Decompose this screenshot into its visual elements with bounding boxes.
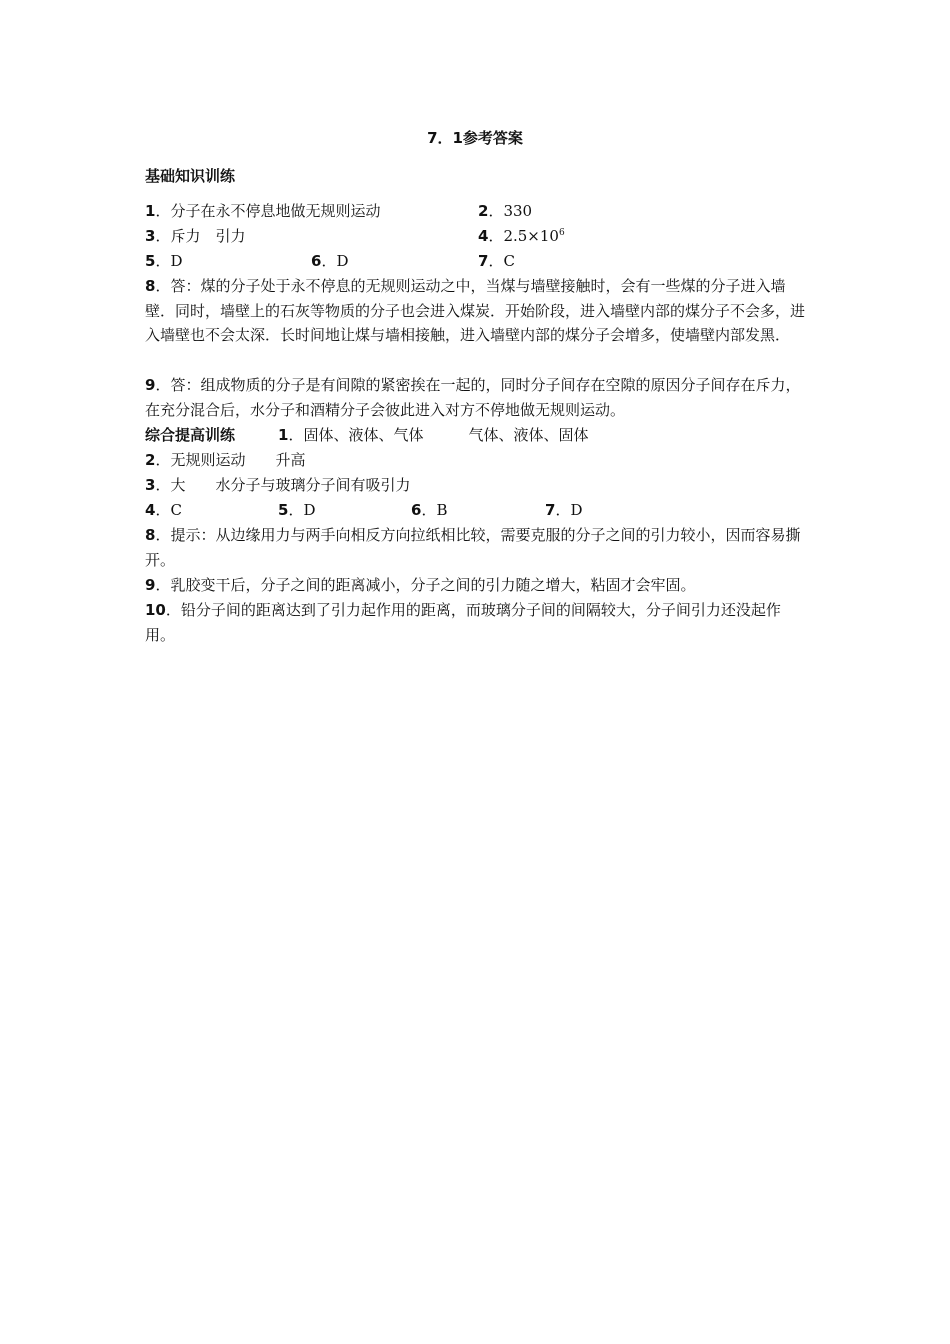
answer-item: 2．330 [478, 202, 533, 220]
answer-item: 7．C [478, 252, 515, 270]
answer-row [145, 249, 810, 274]
answer-row [145, 498, 810, 523]
answer-paragraph: 8．答：煤的分子处于永不停息的无规则运动之中，当煤与墙壁接触时，会有一些煤的分子进入墙壁．同时，墙壁上的石灰等物质的分子也会进入煤炭．开始阶段，进入墙壁内部的煤分子不会多，进入墙壁也不会太深．长时间地让煤与墙相接触，进入墙壁内部的煤分子会增多，使墙壁内部发黑． [145, 277, 806, 345]
answer-item: 5．D [278, 501, 316, 519]
answer-item: 1．固体、液体、气体 气体、液体、固体 [278, 426, 589, 444]
answer-item: 7．D [545, 501, 583, 519]
page-title: 7．1参考答案 [427, 129, 523, 147]
answer-item: 3．大 水分子与玻璃分子间有吸引力 [145, 476, 411, 494]
answer-item: 1．分子在永不停息地做无规则运动 [145, 202, 381, 220]
section-heading-advanced: 综合提高训练 [145, 426, 236, 444]
answer-item: 4．C [145, 501, 182, 519]
answer-paragraph: 8．提示：从边缘用力与两手向相反方向拉纸相比较，需要克服的分子之间的引力较小，因而容易撕开。 [145, 526, 801, 569]
answer-paragraph: 9．答：组成物质的分子是有间隙的紧密挨在一起的，同时分子间存在空隙的原因分子间存在斥力，在充分混合后，水分子和酒精分子会彼此进入对方不停地做无规则运动。 [145, 376, 801, 419]
answer-item: 2．无规则运动 升高 [145, 451, 306, 469]
answer-paragraph: 10．铅分子间的距离达到了引力起作用的距离，而玻璃分子间的间隔较大，分子间引力还没起作用。 [145, 601, 781, 644]
answer-item: 6．D [311, 252, 349, 270]
answer-row [145, 199, 810, 224]
answer-item: 6．B [411, 501, 448, 519]
answer-item: 4．$2.5\times 10^6$ [478, 227, 565, 245]
answer-item: 5．D [145, 252, 183, 270]
answer-row [145, 473, 810, 498]
answer-item: 3．斥力 引力 [145, 227, 246, 245]
answer-row [145, 448, 810, 473]
answer-row [145, 224, 810, 249]
answer-paragraph: 9．乳胶变干后，分子之间的距离减小，分子之间的引力随之增大，粘固才会牢固。 [145, 576, 696, 594]
answer-row [145, 423, 810, 448]
section-heading-basic: 基础知识训练 [145, 167, 236, 185]
exponent: 6 [558, 228, 565, 238]
